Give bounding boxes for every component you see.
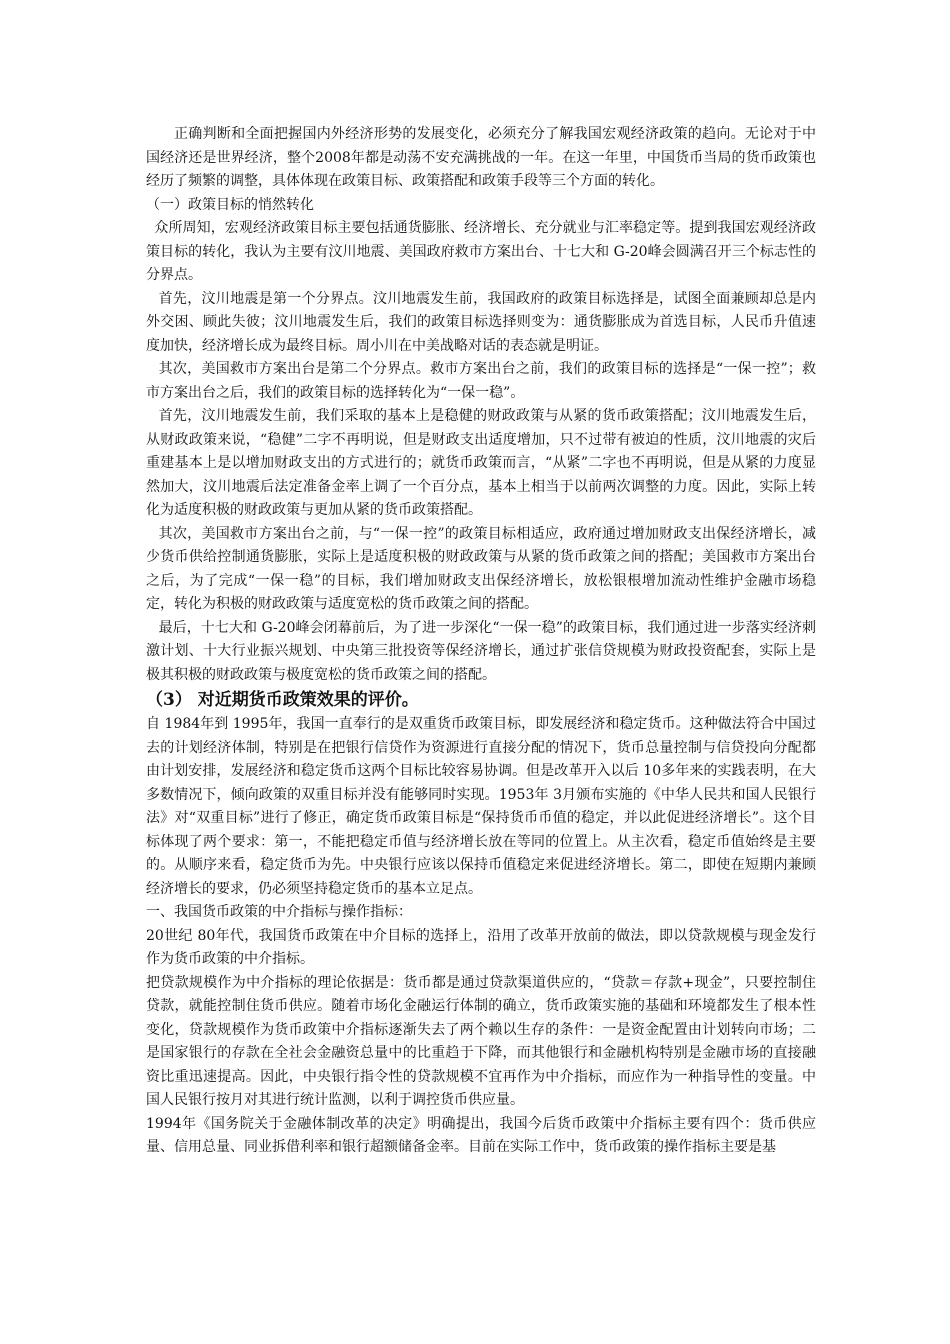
- paragraph-first-boundary: 首先，汶川地震是第一个分界点。汶川地震发生前，我国政府的政策目标选择是，试图全面兼顾却总是内外交困、顾此失彼；汶川地震发生后，我们的政策目标选择则变为：通货膨胀成为首选目标，人民币升值速度加快，经济增长成为最终目标。周小川在中美战略对话的表态就是明证。: [146, 290, 816, 354]
- paragraph-1980s: 20世纪 80年代，我国货币政策在中介目标的选择上，沿用了改革开放前的做法，即以贷款规模与现金发行作为货币政策的中介指标。: [146, 927, 816, 967]
- paragraph-second-boundary: 其次，美国救市方案出台是第二个分界点。救市方案出台之前，我们的政策目标的选择是“一保一控”；救市方案出台之后，我们的政策目标的选择转化为“一保一稳”。: [146, 361, 816, 401]
- section-heading-evaluation: （3） 对近期货币政策效果的评价。: [146, 690, 419, 710]
- paragraph-policy-mix-3: 最后，十七大和 G-20峰会闭幕前后，为了进一步深化“一保一稳”的政策目标，我们通过进一步落实经济刺激计划、十大行业振兴规划、中央第三批投资等保经济增长，通过扩张信贷规模为财政投资配套，实际上是极其积极的财政政策与极度宽松的货币政策之间的搭配。: [146, 619, 816, 683]
- document-body: [146, 123, 816, 1160]
- paragraph-policy-mix-2: 其次，美国救市方案出台之前，与“一保一控”的政策目标相适应，政府通过增加财政支出保经济增长，减少货币供给控制通货膨胀，实际上是适度积极的财政政策与从紧的货币政策之间的搭配；美国救市方案出台之后，为了完成“一保一稳”的目标，我们增加财政支出保经济增长，放松银根增加流动性维护金融市场稳定，转化为积极的财政政策与适度宽松的货币政策之间的搭配。: [146, 525, 816, 612]
- subheading-intermediate-indicators: 一、我国货币政策的中介指标与操作指标：: [146, 904, 412, 920]
- paragraph-policy-mix-1: 首先，汶川地震发生前，我们采取的基本上是稳健的财政政策与从紧的货币政策搭配；汶川地震发生后，从财政政策来说，“稳健”二字不再明说，但是财政支出适度增加，只不过带有被迫的性质，汶川地震的灾后重建基本上是以增加财政支出的方式进行的；就货币政策而言，“从紧”二字也不再明说，但是从紧的力度显然加大，汶川地震后法定准备金率上调了一个百分点，基本上相当于以前两次调整的力度。因此，实际上转化为适度积极的财政政策与更加从紧的货币政策搭配。: [146, 408, 816, 518]
- section-title-policy-goals: （一）政策目标的悄然转化: [146, 196, 314, 213]
- paragraph-goals-overview: 众所周知，宏观经济政策目标主要包括通货膨胀、经济增长、充分就业与汇率稳定等。提到我国宏观经济政策目标的转化，我认为主要有汶川地震、美国政府救市方案出台、十七大和 G-20峰会圆满召开三个标志性的分界点。: [146, 220, 816, 283]
- paragraph-intro: 正确判断和全面把握国内外经济形势的发展变化，必须充分了解我国宏观经济政策的趋向。无论对于中国经济还是世界经济，整个2008年都是动荡不安充满挑战的一年。在这一年里，中国货币当局的货币政策也经历了频繁的调整，具体体现在政策目标、政策搭配和政策手段等三个方面的转化。: [146, 126, 816, 189]
- paragraph-dual-target: 自 1984年到 1995年，我国一直奉行的是双重货币政策目标，即发展经济和稳定货币。这种做法符合中国过去的计划经济体制，特别是在把银行信贷作为资源进行直接分配的情况下，货币总量控制与信贷投向分配都由计划安排，发展经济和稳定货币这两个目标比较容易协调。但是改革开入以后 10多年来的实践表明，在大多数情况下，倾向政策的双重目标并没有能够同时实现。1953年 3月颁布实施的《中华人民共和国人民银行法》对“双重目标”进行了修正，确定货币政策目标是“保持货币币值的稳定，并以此促进经济增长”。这个目标体现了两个要求：第一，不能把稳定币值与经济增长放在等同的位置上。从主次看，稳定币值始终是主要的。从顺序来看，稳定货币为先。中央银行应该以保持币值稳定来促进经济增长。第二，即使在短期内兼顾经济增长的要求，仍必须坚持稳定货币的基本立足点。: [146, 716, 816, 897]
- paragraph-loan-scale: 把贷款规模作为中介指标的理论依据是：货币都是通过贷款渠道供应的，“贷款＝存款+现金”，只要控制住贷款，就能控制住货币供应。随着市场化金融运行体制的确立，货币政策实施的基础和环境都发生了根本性变化，贷款规模作为货币政策中介指标逐渐失去了两个赖以生存的条件：一是资金配置由计划转向市场；二是国家银行的存款在全社会金融资总量中的比重趋于下降，而其他银行和金融机构特别是金融市场的直接融资比重迅速提高。因此，中央银行指令性的贷款规模不宜再作为中介指标，而应作为一种指导性的变量。中国人民银行按月对其进行统计监测，以利于调控货币供应量。: [146, 974, 816, 1108]
- paragraph-1994-decision: 1994年《国务院关于金融体制改革的决定》明确提出，我国今后货币政策中介指标主要有四个：货币供应量、信用总量、同业拆借利率和银行超额储备金率。目前在实际工作中，货币政策的操作指标主要是基: [146, 1115, 816, 1155]
